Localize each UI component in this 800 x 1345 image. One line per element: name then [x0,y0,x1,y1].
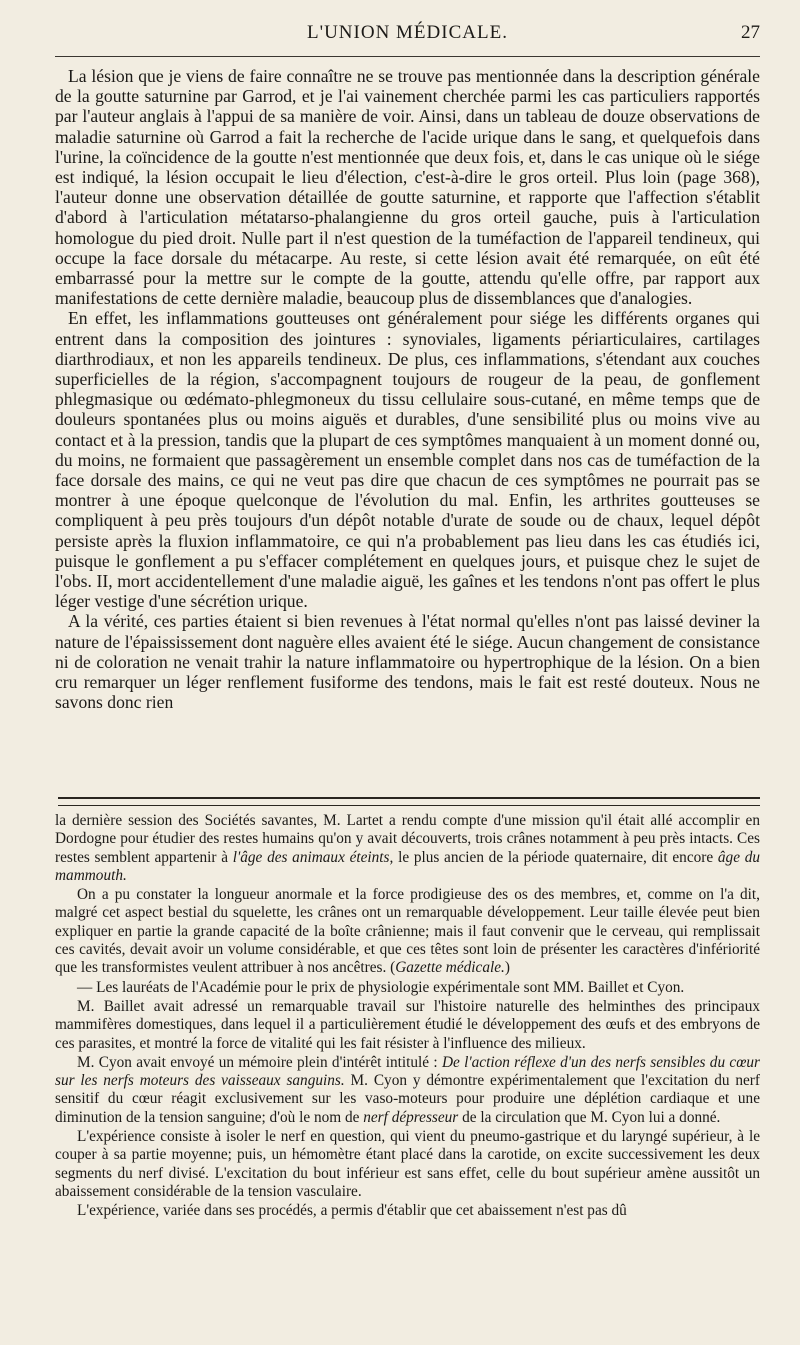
note-paragraph: M. Cyon avait envoyé un mémoire plein d'intérêt intitulé : De l'action réflexe d'un des nerfs sensibles du cœur sur les nerfs moteurs des vaisseaux sanguins. M. Cyon y démontre expérimentalement que l'excitation du nerf sensitif du cœur réagit exclusivement sur les vaso-moteurs pour produire une déplétion cardiaque et une diminution de la tension sanguine; d'où le nom de nerf dépresseur de la circulation que M. Cyon lui a donné. [55,1053,761,1126]
page-header [55,20,760,54]
note-paragraph: — Les lauréats de l'Académie pour le prix de physiologie expérimentale sont MM. Baillet et Cyon. [77,978,685,996]
note-paragraph: L'expérience consiste à isoler le nerf en question, qui vient du pneumo-gastrique et du laryngé supérieur, à le couper à sa partie moyenne; puis, un hémomètre étant placé dans la carotide, on excite successivement les deux segments du nerf divisé. L'excitation du bout inférieur est sans effet, celle du bout supérieur amène aussitôt un abaissement considérable de la tension vasculaire. [55,1128,760,1200]
column-separator-rule [58,797,760,806]
paragraph: La lésion que je viens de faire connaître ne se trouve pas mentionnée dans la description générale de la goutte saturnine par Garrod, et je l'ai vainement cherchée parmi les cas particuliers rapportés par l'auteur anglais à l'appui de sa manière de voir. Ainsi, dans un tableau de douze observations de maladie saturnine où Garrod a fait la recherche de l'acide urique dans le sang, et quelquefois dans l'urine, la coïncidence de la goutte n'est mentionnée que deux fois, et, dans le cas unique où le siége est indiqué, la lésion occupait le lieu d'élection, c'est-à-dire le gros orteil. Plus loin (page 368), l'auteur donne une observation détaillée de goutte saturnine, et rapporte que l'affection s'établit d'abord à l'articulation métatarso-phalangienne du gros orteil gauche, puis à l'articulation homologue du pied droit. Nulle part il n'est question de la tuméfaction de l'appareil tendineux, qui occupe la face dorsale du métacarpe. Au reste, si cette lésion avait été remarquée, on eût été embarrassé pour la mettre sur le compte de la goutte, attendu qu'elle offre, par rapport aux manifestations de cette dernière maladie, beaucoup plus de dissemblances que d'analogies. [55,66,760,309]
news-notes-section [55,812,760,1221]
note-paragraph: M. Baillet avait adressé un remarquable travail sur l'histoire naturelle des helminthes des principaux mammifères domestiques, dans lequel il a particulièrement étudié le développement des œufs et des embryons de ces parasites, et montré la force de vitalité qui les fait résister à l'influence des milieux. [55,997,760,1052]
header-rule [55,56,760,57]
note-paragraph: L'expérience, variée dans ses procédés, a permis d'établir que cet abaissement n'est pas dû [77,1202,627,1220]
running-title: L'UNION MÉDICALE. [307,22,508,43]
page-number: 27 [741,22,760,43]
note-paragraph: la dernière session des Sociétés savantes, M. Lartet a rendu compte d'une mission qu'il était allé accomplir en Dordogne pour étudier des restes humains qu'on y avait découverts, trois crânes notamment à peu près intacts. Ces restes semblent appartenir à l'âge des animaux éteints, le plus ancien de la période quaternaire, dit encore âge du mammouth. [55,812,760,884]
paragraph: A la vérité, ces parties étaient si bien revenues à l'état normal qu'elles n'ont pas laissé deviner la nature de l'épaississement dont naguère elles avaient été le siége. Aucun changement de consistance ni de coloration ne venait trahir la nature inflammatoire ou hypertrophique de la lésion. On a bien cru remarquer un léger renflement fusiforme des tendons, mais le fait est resté douteux. Nous ne savons donc rien [55,611,760,713]
paragraph: En effet, les inflammations goutteuses ont généralement pour siége les différents organes qui entrent dans la composition des jointures : synoviales, ligaments périarticulaires, cartilages diarthrodiaux, et non les appareils tendineux. De plus, ces inflammations, s'étendant aux couches superficielles de la région, s'accompagnent toujours de rougeur de la peau, de gonflement phlegmasique ou œdémato-phlegmoneux du tissu cellulaire sous-cutané, en même temps que de douleurs spontanées plus ou moins aiguës et durables, d'une sensibilité plus ou moins vive au contact et à la pression, tandis que la plupart de ces symptômes manquaient à un moment donné ou, du moins, ne formaient que passagèrement un ensemble complet dans nos cas de tuméfaction de la face dorsale des mains, ce qui ne veut pas dire que chacun de ces symptômes ne pourrait pas se montrer à une époque quelconque de l'évolution du mal. Enfin, les arthrites goutteuses se compliquent à peu près toujours d'un dépôt notable d'urate de soude ou de chaux, lequel dépôt persiste après la fluxion inflammatoire, ce qui n'a probablement pas lieu dans les cas étudiés ici, puisque le gonflement a pu s'effacer complétement en quelques jours, et puisque chez le sujet de l'obs. II, mort accidentellement d'une maladie aiguë, les gaînes et les tendons n'ont pas offert le plus léger vestige d'une sécrétion urique. [55,308,760,612]
note-paragraph: On a pu constater la longueur anormale et la force prodigieuse des os des membres, et, comme on l'a dit, malgré cet aspect bestial du squelette, les crânes ont un remarquable développement. Leur taille élevée peut bien expliquer en partie la grande capacité de la boîte crânienne; mais il faut convenir que le cerveau, qui remplissait ces cavités, devait avoir un volume considérable, et que ces têtes sont loin de présenter les caractères d'infériorité que les transformistes veulent attribuer à nos ancêtres. (Gazette médicale.) [55,886,760,977]
main-article-text [55,66,760,713]
